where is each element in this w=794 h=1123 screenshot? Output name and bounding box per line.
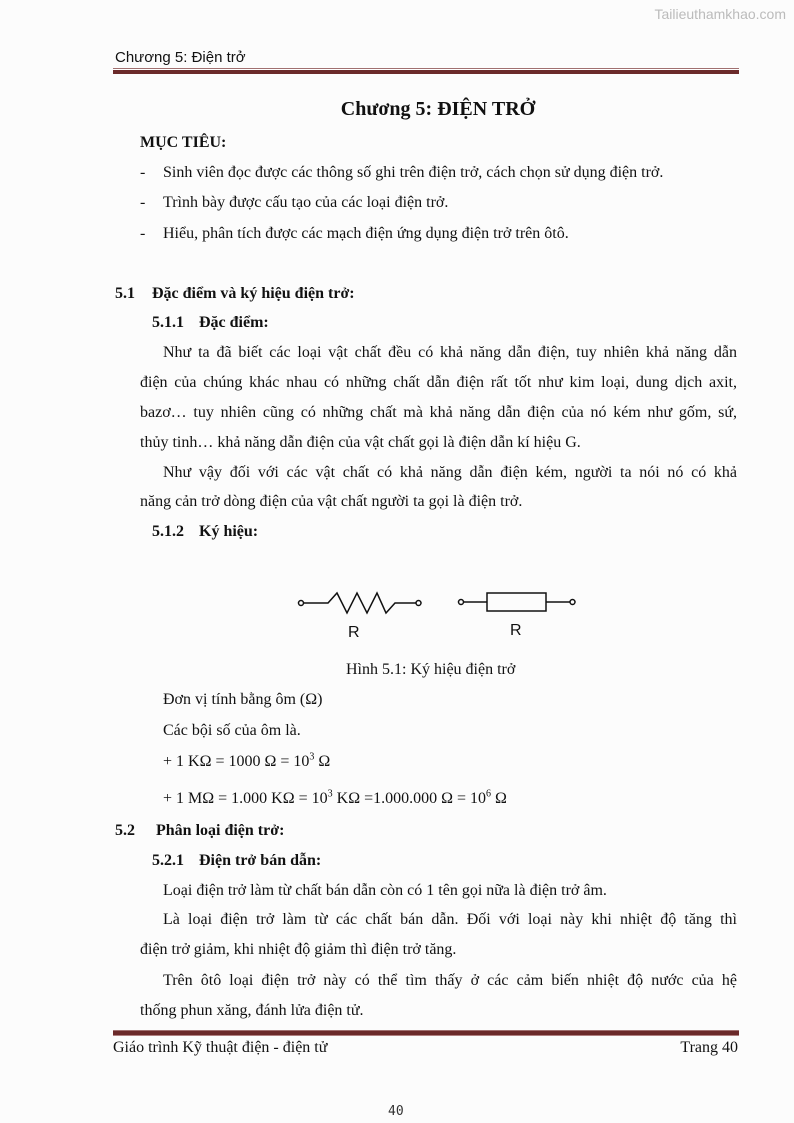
eq-text: Ω	[314, 753, 331, 770]
chapter-title: Chương 5: ĐIỆN TRỞ	[340, 98, 536, 120]
eq-text: Ω	[491, 790, 507, 807]
section-5-2-1-heading: Điện trở bán dẫn:	[199, 852, 322, 869]
section-5-1-number: 5.1	[115, 285, 135, 302]
paragraph-line: bazơ… tuy nhiên cũng có những chất mà khả năng dẫn điện của nó kém như gốm, sứ,	[140, 404, 737, 421]
paragraph-line: Loại điện trở làm từ chất bán dẫn còn có 1 tên gọi nữa là điện trở âm.	[163, 882, 607, 899]
section-5-2-number: 5.2	[115, 822, 135, 839]
eq-exponent: 3	[309, 751, 315, 763]
list-bullet: -	[140, 194, 146, 211]
figure-label-right: R	[510, 622, 522, 639]
section-5-1-2-heading: Ký hiệu:	[199, 523, 259, 540]
section-5-1-heading: Đặc điểm và ký hiệu điện trở:	[152, 285, 355, 302]
unit-text: Đơn vị tính bằng ôm (Ω)	[163, 691, 323, 708]
list-bullet: -	[140, 164, 146, 181]
paragraph-line: năng cản trở dòng điện của vật chất người ta gọi là điện trở.	[140, 493, 523, 510]
figure-label-left: R	[348, 624, 360, 641]
eq-exponent: 3	[327, 788, 333, 800]
list-item: Hiểu, phân tích được các mạch điện ứng dụng điện trở trên ôtô.	[163, 225, 569, 242]
paragraph-line: điện trở giảm, khi nhiệt độ giảm thì điện trở tăng.	[140, 941, 457, 958]
list-bullet: -	[140, 225, 146, 242]
paragraph-line: thống phun xăng, đánh lửa điện tử.	[140, 1002, 364, 1019]
multiples-text: Các bội số của ôm là.	[163, 722, 301, 739]
footer-rule	[113, 1030, 739, 1036]
objectives-heading: MỤC TIÊU:	[140, 134, 227, 151]
section-5-2-heading: Phân loại điện trở:	[156, 822, 285, 839]
section-5-1-2-number: 5.1.2	[152, 523, 184, 540]
paragraph-line: Là loại điện trở làm từ các chất bán dẫn. Đối với loại này khi nhiệt độ tăng thì	[163, 911, 737, 928]
resistor-box-symbol	[459, 593, 576, 611]
eq-text: KΩ =1.000.000 Ω = 10	[332, 790, 487, 807]
eq-text: + 1 KΩ = 1000 Ω = 10	[163, 753, 310, 770]
equation-kohm	[163, 752, 330, 772]
eq-exponent: 6	[486, 788, 492, 800]
resistor-symbols-figure	[290, 585, 590, 625]
paragraph-line: Như ta đã biết các loại vật chất đều có khả năng dẫn điện, tuy nhiên khả năng dẫn	[163, 344, 737, 361]
header-rule	[113, 68, 739, 74]
paragraph-line: Trên ôtô loại điện trở này có thể tìm thấy ở các cảm biến nhiệt độ nước của hệ	[163, 972, 737, 989]
equation-mohm	[163, 789, 507, 809]
watermark: Tailieuthamkhao.com	[654, 6, 786, 22]
section-5-1-1-heading: Đặc điểm:	[199, 314, 269, 331]
running-header: Chương 5: Điện trở	[115, 49, 246, 66]
footer-page-label: Trang 40	[680, 1039, 738, 1056]
paragraph-line: Như vậy đối với các vật chất có khả năng dẫn điện kém, người ta nói nó có khả	[163, 464, 737, 481]
list-item: Sinh viên đọc được các thông số ghi trên điện trở, cách chọn sử dụng điện trở.	[163, 164, 664, 181]
section-5-2-1-number: 5.2.1	[152, 852, 184, 869]
resistor-zigzag-symbol	[299, 593, 422, 613]
section-5-1-1-number: 5.1.1	[152, 314, 184, 331]
paragraph-line: thủy tinh… khả năng dẫn điện của vật chất gọi là điện dẫn kí hiệu G.	[140, 434, 581, 451]
list-item: Trình bày được cấu tạo của các loại điện trở.	[163, 194, 449, 211]
figure-caption: Hình 5.1: Ký hiệu điện trở	[346, 661, 516, 678]
page-number: 40	[388, 1104, 404, 1119]
eq-text: + 1 MΩ = 1.000 KΩ = 10	[163, 790, 328, 807]
footer-book-title: Giáo trình Kỹ thuật điện - điện tử	[113, 1039, 328, 1056]
paragraph-line: điện của chúng khác nhau có những chất dẫn điện rất tốt như kim loại, dung dịch axit,	[140, 374, 737, 391]
